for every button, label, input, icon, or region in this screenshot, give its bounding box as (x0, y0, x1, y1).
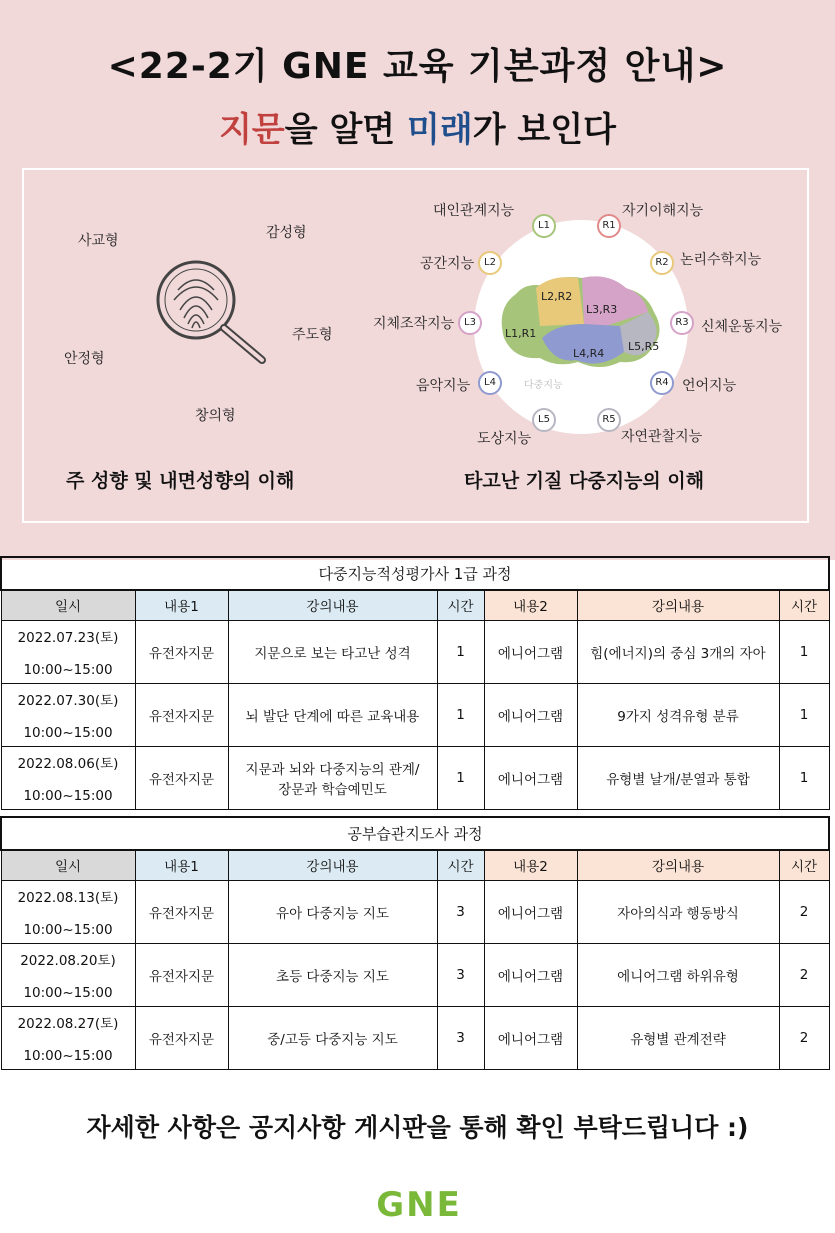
table-row (1, 1006, 829, 1069)
col-header-lecture1: 강의내용 (228, 590, 437, 620)
hours1-cell: 1 (437, 746, 484, 809)
lecture2-cell: 유형별 날개/분열과 통합 (577, 746, 779, 809)
type-label-social: 사교형 (78, 233, 119, 249)
col-header-hours1: 시간 (437, 850, 484, 880)
content2-cell: 에니어그램 (484, 746, 577, 809)
node-l5: L5 (532, 408, 556, 432)
table-row (1, 746, 829, 809)
hours1-cell: 3 (437, 880, 484, 943)
subtitle-text-2: 가 보인다 (472, 110, 616, 150)
footer-notice: 자세한 사항은 공지사항 게시판을 통해 확인 부탁드립니다 :) (86, 1113, 749, 1142)
lecture1-cell: 지문과 뇌와 다중지능의 관계/ 장문과 학습예민도 (228, 746, 437, 809)
col-header-content2: 내용2 (484, 590, 577, 620)
left-caption: 주 성향 및 내면성향의 이해 (66, 470, 295, 492)
table-caption: 다중지능적성평가사 1급 과정 (1, 557, 829, 590)
hours2-cell: 1 (779, 746, 829, 809)
intel-body-control: 지체조작지능 (373, 316, 455, 332)
lecture1-cell: 중/고등 다중지능 지도 (228, 1006, 437, 1069)
type-label-stable: 안정형 (64, 351, 105, 367)
table-row (1, 880, 829, 943)
lecture2-cell: 힘(에너지)의 중심 3개의 자아 (577, 620, 779, 683)
brain-label-l4r4: L4,R4 (573, 347, 605, 360)
col-header-hours2: 시간 (779, 850, 829, 880)
intel-logical: 논리수학지능 (680, 252, 762, 268)
hours2-cell: 2 (779, 943, 829, 1006)
intel-kinesthetic: 신체운동지능 (701, 319, 783, 335)
date-cell: 2022.07.23(토) 10:00~15:00 (1, 620, 135, 683)
subtitle-highlight-2: 미래 (407, 110, 473, 150)
node-r1: R1 (597, 214, 621, 238)
intel-interpersonal: 대인관계지능 (433, 203, 515, 219)
lecture1-cell: 지문으로 보는 타고난 성격 (228, 620, 437, 683)
content1-cell: 유전자지문 (135, 683, 228, 746)
node-r5: R5 (597, 408, 621, 432)
col-header-lecture2: 강의내용 (577, 850, 779, 880)
content2-cell: 에니어그램 (484, 880, 577, 943)
col-header-date: 일시 (1, 590, 135, 620)
lecture1-cell: 유아 다중지능 지도 (228, 880, 437, 943)
date-cell: 2022.08.27(토) 10:00~15:00 (1, 1006, 135, 1069)
content2-cell: 에니어그램 (484, 1006, 577, 1069)
course-table-1 (0, 556, 830, 810)
hours1-cell: 1 (437, 620, 484, 683)
col-header-content1: 내용1 (135, 850, 228, 880)
type-label-creative: 창의형 (195, 408, 236, 424)
node-l4: L4 (478, 371, 502, 395)
hours2-cell: 2 (779, 1006, 829, 1069)
subtitle-highlight-1: 지문 (219, 110, 285, 150)
hours2-cell: 2 (779, 880, 829, 943)
col-header-hours2: 시간 (779, 590, 829, 620)
date-cell: 2022.08.06(토) 10:00~15:00 (1, 746, 135, 809)
date-cell: 2022.08.20토) 10:00~15:00 (1, 943, 135, 1006)
node-l1: L1 (532, 214, 556, 238)
hours1-cell: 1 (437, 683, 484, 746)
hours2-cell: 1 (779, 683, 829, 746)
node-r3: R3 (670, 311, 694, 335)
hero-banner (0, 0, 835, 560)
col-header-content1: 내용1 (135, 590, 228, 620)
col-header-hours1: 시간 (437, 590, 484, 620)
col-header-lecture2: 강의내용 (577, 590, 779, 620)
subtitle-text-1: 을 알면 (284, 110, 407, 150)
hours2-cell: 1 (779, 620, 829, 683)
intel-naturalist: 자연관찰지능 (621, 429, 703, 445)
page-title: <22-2기 GNE 교육 기본과정 안내> (107, 46, 728, 87)
lecture2-cell: 에니어그램 하위유형 (577, 943, 779, 1006)
lecture1-cell: 초등 다중지능 지도 (228, 943, 437, 1006)
hours1-cell: 3 (437, 1006, 484, 1069)
content1-cell: 유전자지문 (135, 746, 228, 809)
content2-cell: 에니어그램 (484, 943, 577, 1006)
brain-label-l5r5: L5,R5 (628, 340, 660, 353)
intel-intrapersonal: 자기이해지능 (622, 203, 704, 219)
col-header-date: 일시 (1, 850, 135, 880)
table-row (1, 620, 829, 683)
intel-spatial: 공간지능 (420, 256, 475, 272)
lecture2-cell: 자아의식과 행동방식 (577, 880, 779, 943)
node-r2: R2 (650, 251, 674, 275)
table-caption: 공부습관지도사 과정 (1, 817, 829, 850)
type-label-leading: 주도형 (292, 327, 333, 343)
intel-linguistic: 언어지능 (682, 378, 737, 394)
intel-visual: 도상지능 (477, 431, 532, 447)
brain-label-l3r3: L3,R3 (586, 303, 618, 316)
logo-text: GNE (376, 1185, 462, 1221)
col-header-lecture1: 강의내용 (228, 850, 437, 880)
lecture2-cell: 9가지 성격유형 분류 (577, 683, 779, 746)
brain-label-l1r1: L1,R1 (505, 327, 537, 340)
date-cell: 2022.07.30(토) 10:00~15:00 (1, 683, 135, 746)
content1-cell: 유전자지문 (135, 880, 228, 943)
brain-label-l2r2: L2,R2 (541, 290, 573, 303)
hours1-cell: 3 (437, 943, 484, 1006)
content2-cell: 에니어그램 (484, 620, 577, 683)
table-row (1, 943, 829, 1006)
intel-musical: 음악지능 (416, 378, 471, 394)
content1-cell: 유전자지문 (135, 1006, 228, 1069)
gne-logo (360, 1185, 478, 1221)
type-label-emotional: 감성형 (266, 225, 307, 241)
node-l2: L2 (478, 251, 502, 275)
content2-cell: 에니어그램 (484, 683, 577, 746)
node-l3: L3 (458, 311, 482, 335)
lecture1-cell: 뇌 발단 단계에 따른 교육내용 (228, 683, 437, 746)
table-row (1, 683, 829, 746)
node-r4: R4 (650, 371, 674, 395)
col-header-content2: 내용2 (484, 850, 577, 880)
page-subtitle (0, 102, 835, 151)
right-caption: 타고난 기질 다중지능의 이해 (464, 470, 705, 492)
course-table-2 (0, 816, 830, 1070)
brain-label-multi: 다중지능 (524, 380, 563, 391)
content1-cell: 유전자지문 (135, 620, 228, 683)
content1-cell: 유전자지문 (135, 943, 228, 1006)
fingerprint-magnifier-icon (148, 256, 272, 368)
lecture2-cell: 유형별 관계전략 (577, 1006, 779, 1069)
date-cell: 2022.08.13(토) 10:00~15:00 (1, 880, 135, 943)
